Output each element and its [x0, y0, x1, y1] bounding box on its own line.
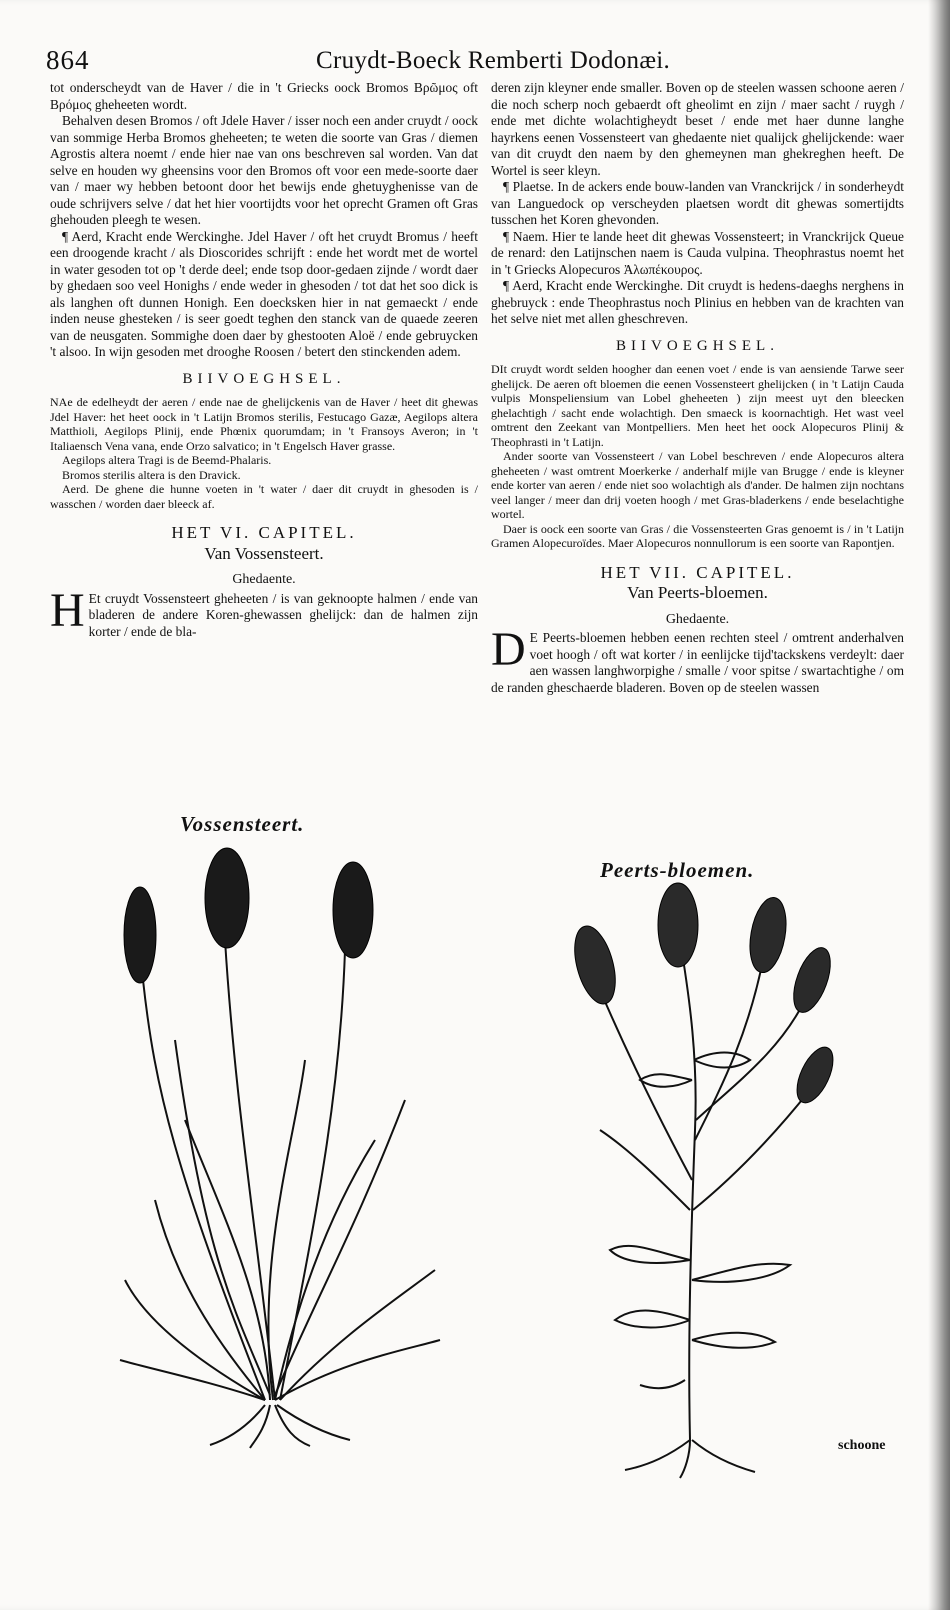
left-column [50, 80, 478, 640]
chapter-title: Van Peerts-bloemen. [627, 583, 768, 602]
left-paragraph: tot onderscheydt van de Haver / die in 't Griecks oock Bromos Βρῶμος oft Βρόμος gheheeten wordt. [50, 80, 478, 112]
right-paragraph: ¶ Aerd, Kracht ende Werckinghe. Dit cruydt is hedens-daeghs nerghens in ghebruyck : ende Theophrastus noch Plinius en hebben van de krachten van het selve niet met allen gheschreven. [491, 278, 904, 326]
left-paragraph: ¶ Aerd, Kracht ende Werckinghe. Jdel Haver / oft het cruydt Bromus / heeft een droogende kracht / als Dioscorides schrijft : ende het wordt met de wortel in water gesoden tot op 't derde deel; ende tsop door-gedaen zijnde / wordt daer by ghedaen soo veel Honighs / ende weder in ghesoden / tot dat het soo dick is als langhen oft dunnen Honigh. Een doecksken hier in nat gemaeckt / ende inden neuse ghesteken / is seer goedt teghen den stanck van de quaede zeeren van de neusgaten. Sommighe doen daer by ghestooten Aloë / ende gebruycken 't alsoo. In wijn gesoden met drooghe Roosen / betert den stinckenden adem. [50, 228, 478, 359]
chapter-title: Van Vossensteert. [204, 543, 324, 563]
section-heading-bijvoeghsel: BIIVOEGHSEL. [616, 337, 779, 354]
page-header [46, 45, 906, 85]
right-paragraph: ¶ Plaetse. In de ackers ende bouw-landen van Vranckrijck / in sonderheydt van Languedock op verscheyden plaetsen wordt dit ghewas somertijdts tusschen het Koren ghevonden. [491, 179, 904, 227]
drop-cap: H [50, 583, 85, 637]
section-heading-bijvoeghsel: BIIVOEGHSEL. [182, 370, 346, 387]
right-paragraph: ¶ Naem. Hier te lande heet dit ghewas Vossensteert; in Vranckrijck Queue de renard: den Latijnschen naem is Cauda vulpina. Theophrastus noemt het in 't Griecks Alopecuros Ἀλωπέκουρος. [491, 228, 904, 277]
running-title: Cruydt-Boeck Remberti Dodonæi. [316, 47, 671, 74]
chapter-opening [50, 583, 478, 641]
right-column [491, 80, 904, 696]
bijvoeghsel-paragraph: Daer is oock een soorte van Gras / die Vossensteerten Gras genoemt is / in 't Latijn Gramen Alopecuroïdes. Maer Alopecuros nonnullorum is een soorte van Rapontjen. [491, 521, 904, 550]
right-paragraph: deren zijn kleyner ende smaller. Boven op de steelen wassen schoone aeren / die noch scherp noch gebaerdt oft gheolimt en zijn / maer sacht / ruygh / ende met dichte wolachtigheydt beset / ende met haer dunne langhe hayrkens eenen Vossensteert van ghedaente niet qualijck ghelijckende: waer van dit cruydt den naem by den ghemeynen man ghekreghen heeft. De Wortel is seer kleyn. [491, 80, 904, 178]
left-paragraph: Behalven desen Bromos / oft Jdele Haver / isser noch een ander cruydt / oock van sommige Herba Bromos gheheeten; te weten die soorte van Gras / diemen Agrostis altera noemt / ende hier nae van ons beschreven sal worden. Van dat selve en houden wy gheensins voor den Bromos oft voor een mede-soorte daer van / maer wy hebben betoont door het bewijs ende ghetuyghenisse van de oude schrijvers selve / dat het hier voortijdts voor het oprecht Gramen oft Gras ghehouden pleegh te wesen. [50, 113, 478, 227]
bijvoeghsel-paragraph: Aegilops altera Tragi is de Beemd-Phalaris. [62, 453, 272, 467]
vossensteert-woodcut-illustration [115, 840, 445, 1450]
chapter-heading: HET VI. CAPITEL. [171, 523, 357, 542]
chapter-opening-text: E Peerts-bloemen hebben eenen rechten steel / omtrent anderhalven voet hoogh / oft wat korter / in eenlijcke tijd'tackskens verdeylt: daer aen wassen langhworpighe / smalle / voor spitse / swartachtighe / om de randen gheschaerde bladeren. Boven op de steelen wassen [491, 630, 904, 695]
bijvoeghsel-paragraph: DIt cruydt wordt selden hoogher dan eenen voet / ende is van aensiende Tarwe seer ghelijck. De aeren oft bloemen die eenen Vossensteert ghelijcken ( in 't Latijn Cauda vulpis Monspeliensium van Lobel gheheeten ) zijn meest uyt den bleecken ghelachtigh / sacht ende wolachtigh. Den smaeck is koornachtigh. Het wast veel omtrent den Zeekant van Montpelliers. Men heet het oock Alopecuros Plinij & Theophrasti in 't Latijn. [491, 362, 904, 449]
ghedaente-heading: Ghedaente. [665, 611, 730, 627]
chapter-heading: HET VII. CAPITEL. [600, 562, 795, 582]
bijvoeghsel-paragraph: Bromos sterilis altera is den Dravick. [62, 467, 241, 482]
chapter-opening [491, 623, 904, 696]
bijvoeghsel-paragraph: Aerd. De ghene die hunne voeten in 't water / daer dit cruydt in ghesoden is / wasschen / worden daer bleeck af. [50, 482, 478, 511]
bijvoeghsel-paragraph: NAe de edelheydt der aeren / ende nae de ghelijckenis van de Haver / heet dit ghewas Jdel Haver: het heet oock in 't Latijn Bromos sterilis, Festucago Gazæ, Aegilops altera Matthioli, Aegilops Plinij, ende Phœnix quorumdam; in 't Fransoys Averon; in 't Italiaensch Vena vana, ende Orzo salvatico; in 't Engelsch Haver grasse. [50, 395, 478, 453]
peerts-bloemen-woodcut-illustration [540, 880, 850, 1480]
page-number: 864 [46, 45, 90, 75]
catchword: schoone [838, 1438, 886, 1453]
page-edge-shadow [928, 0, 950, 1610]
plant-caption-peerts-bloemen: Peerts-bloemen. [600, 858, 755, 882]
chapter-opening-text: Et cruydt Vossensteert gheheeten / is van geknoopte halmen / ende van bladeren de andere Koren-ghewassen ghelijck: dan de halmen zijn korter / ende de bla- [88, 590, 478, 639]
drop-cap: D [491, 623, 526, 676]
plant-caption-vossensteert: Vossensteert. [180, 812, 305, 836]
ghedaente-heading: Ghedaente. [232, 572, 296, 587]
bijvoeghsel-paragraph: Ander soorte van Vossensteert / van Lobel beschreven / ende Alopecuros altera gheheeten / wast omtrent Moerkerke / anderhalf mijle van Brugge / ende is kleyner ende korter van aeren / ende niet soo wolachtigh als d'ander. De halmen zijn nochtans veel langer / meer dan drij voeten hoogh / met Gras-bladerkens / ende beselachtighe wortel. [491, 449, 904, 521]
